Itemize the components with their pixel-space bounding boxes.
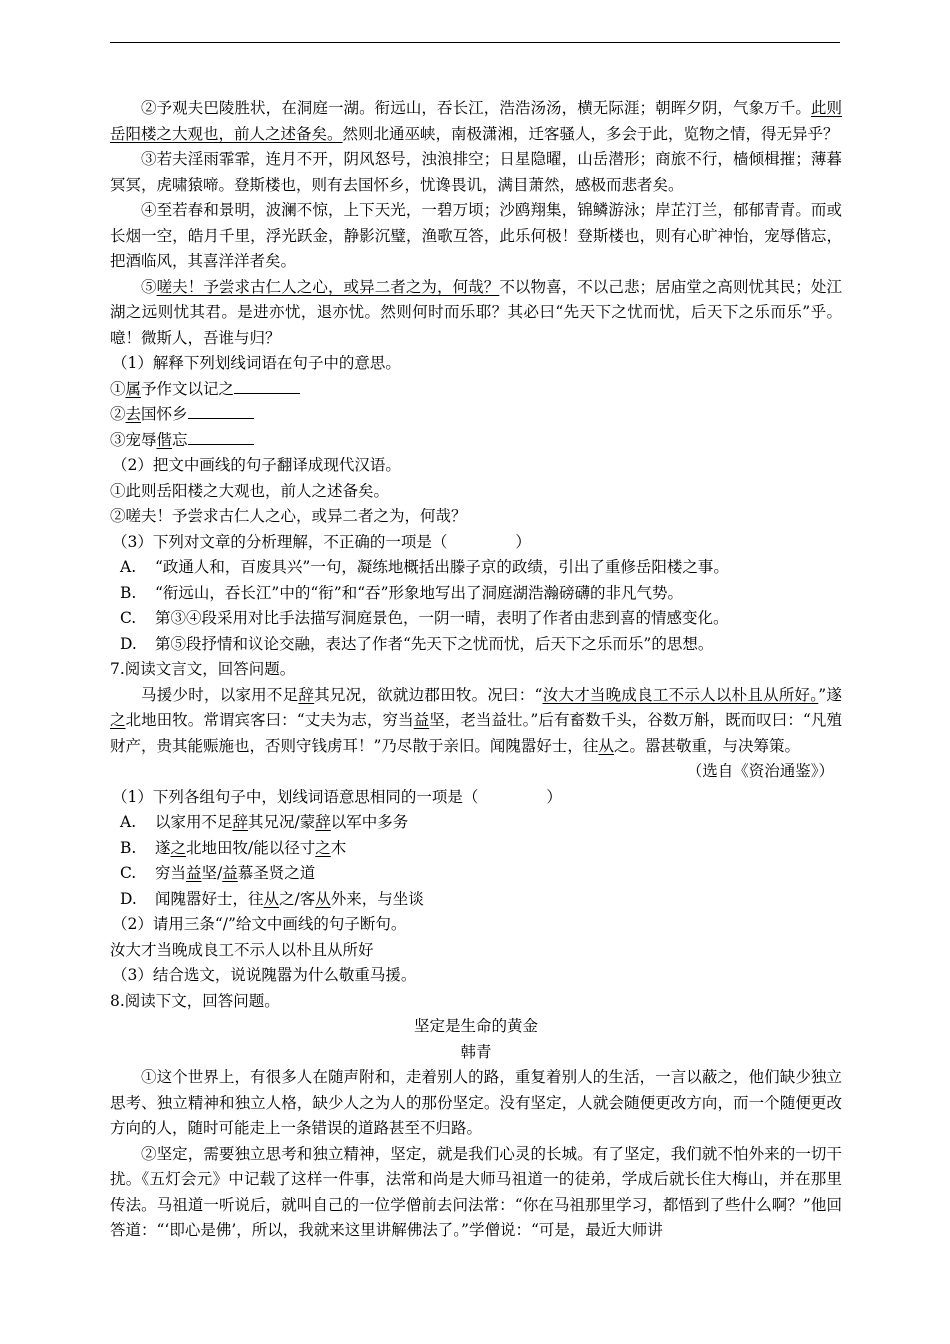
document-body [110,96,842,1244]
text: 以家用不足 [155,813,233,831]
paragraph-2 [110,96,842,147]
question-1-item-b [110,402,842,428]
underlined-sentence-2: 嗟夫！予尝求古仁人之心，或异二者之为，何哉？ [156,277,500,296]
section-7-option-a[interactable] [110,810,842,836]
answer-blank[interactable] [234,379,300,394]
question-3-option-d[interactable] [110,632,842,658]
option-text: 第③④段采用对比手法描写洞庭景色，一阴一晴，表明了作者由悲到喜的情感变化。 [155,609,729,627]
article-paragraph-1: ①这个世界上，有很多人在随声附和，走着别人的路，重复着别人的生活，一言以蔽之，他们缺少独立思考、独立精神和独立人格，缺少人之为人的那份坚定。没有坚定，人就会随便更改方向，而一个随便更改方向的人，随时可能走上一条错误的道路甚至不归路。 [110,1068,842,1137]
text: 遂 [155,838,171,857]
text: 以军中多务 [330,813,409,831]
text: 马援少时，以家用不足 [141,685,299,704]
text: 国怀乡 [141,405,188,423]
underlined-word: 益 [413,711,430,729]
text: 予作文以记之 [141,379,235,398]
underlined-word: 辞 [232,813,249,831]
article-author: 韩青 [460,1042,492,1061]
option-letter: C. [120,864,137,882]
paragraph-3: ③若夫淫雨霏霏，连月不开，阴风怒号，浊浪排空；日星隐曜，山岳潜形；商旅不行，樯倾楫摧；薄暮冥冥，虎啸猿啼。登斯楼也，则有去国怀乡，忧谗畏讥，满目萧然，感极而悲者矣。 [110,150,842,194]
text: ③宠辱 [110,430,157,449]
option-letter: B. [120,583,137,602]
underlined-sentence: 汝大才当晚成良工不示人以朴且从所好。 [542,685,819,704]
underlined-word: 之 [110,711,126,729]
question-1-item-a [110,377,842,403]
text: 坚，老当益壮。”后有畜数千头，谷数万斛，既而叹曰：“凡殖财产，贵其能赈施也，否则守钱虏耳！”乃尽散于亲旧。闻隗嚣好士，往 [110,711,842,755]
question-3-option-a[interactable] [110,555,842,581]
section-8-title: 8.阅读下文，回答问题。 [110,991,280,1010]
option-letter: D. [120,634,137,653]
underlined-word: 益 [222,864,238,882]
underlined-word: 从 [263,889,280,908]
underlined-word: 之 [170,838,187,857]
option-letter: B. [120,838,137,857]
option-letter: D. [120,889,137,908]
text: ① [110,379,126,398]
answer-blank[interactable] [188,404,254,419]
article-heading: 坚定是生命的黄金 [413,1017,538,1035]
underlined-word: 辞 [315,813,331,831]
text: ） [515,532,531,551]
option-letter: A. [120,813,137,831]
text: 木 [330,838,347,857]
text: 其兄况/蒙 [248,813,316,831]
underlined-word: 之 [315,838,331,857]
text: ② [110,405,126,423]
section-7-option-b[interactable] [110,836,842,862]
section-7-title: 7.阅读文言文，回答问题。 [110,660,296,678]
text: 忘 [172,430,188,449]
underlined-word: 从 [598,736,614,755]
text: 外来，与坐谈 [330,889,424,908]
option-letter: A. [120,558,137,576]
paragraph-5 [110,275,842,352]
text: ”遂 [818,685,842,704]
section-7-option-c[interactable] [110,861,842,887]
section-7-option-d[interactable] [110,887,842,913]
text: ②予观夫巴陵胜状，在洞庭一湖。衔远山，吞长江，浩浩汤汤，横无际涯；朝晖夕阴，气象万千。 [141,99,811,117]
option-text: 第⑤段抒情和议论交融，表达了作者“先天下之忧而忧，后天下之乐而乐”的思想。 [155,634,714,653]
underlined-word: 辞 [298,685,315,704]
question-2-item-b: ②嗟夫！予尝求古仁人之心，或异二者之为，何哉？ [110,507,467,525]
section-7-source: （选自《资治通鉴》） [686,762,834,780]
header-rule [110,42,840,43]
text: 之/客 [279,889,316,908]
answer-blank[interactable] [188,430,254,445]
underlined-word: 属 [125,379,142,398]
text: 慕圣贤之道 [237,864,316,882]
question-3-option-b[interactable] [110,581,842,607]
underlined-word: 从 [315,889,331,908]
underlined-word: 益 [186,864,202,882]
text: 不以物喜，不以己悲；居庙堂之高则忧其民；处江湖之远则忧其君。是进亦忧，退亦忧。然则何时而乐耶？其必曰“先天下之忧而忧，后天下之乐而乐”乎。噫！微斯人，吾谁与归？ [110,277,842,347]
text: （3）下列对文章的分析理解，不正确的一项是（ [112,532,448,551]
paragraph-4: ④至若春和景明，波澜不惊，上下天光，一碧万顷；沙鸥翔集，锦鳞游泳；岸芷汀兰，郁郁青青。而或长烟一空，皓月千里，浮光跃金，静影沉璧，渔歌互答，此乐何极！登斯楼也，则有心旷神怡，宠辱偕忘，把酒临风，其喜洋洋者矣。 [110,201,842,270]
text: 北地田牧。常谓宾客曰：“丈夫为志，穷当 [125,711,414,729]
question-3 [110,530,842,556]
article-paragraph-2: ②坚定，需要独立思考和独立精神，坚定，就是我们心灵的长城。有了坚定，我们就不怕外来的一切干扰。《五灯会元》中记载了这样一件事，法常和尚是大师马祖道一的徒弟，学成后就长住大梅山，并在那里传法。马祖道一听说后，就叫自己的一位学僧前去问法常：“你在马祖那里学习，都悟到了些什么啊？”他回答道：“‘即心是佛’，所以，我就来这里讲解佛法了。”学僧说：“可是，最近大师讲 [110,1144,842,1239]
text: 闻隗嚣好士，往 [155,889,264,908]
question-1-item-c [110,428,842,454]
text: ） [546,787,562,806]
underlined-word: 偕 [156,430,173,449]
question-2: （2）把文中画线的句子翻译成现代汉语。 [112,456,401,474]
text: （1）下列各组句子中，划线词语意思相同的一项是（ [112,787,479,806]
section-7-question-2-sentence: 汝大才当晚成良工不示人以朴且从所好 [110,940,374,959]
section-7-question-1 [110,785,842,811]
text: ⑤ [141,277,157,296]
question-2-item-a: ①此则岳阳楼之大观也，前人之述备矣。 [110,481,390,500]
text: 穷当 [155,864,187,882]
text: 然则北通巫峡，南极潇湘，迁客骚人，多会于此，览物之情，得无异乎？ [342,124,839,143]
question-3-option-c[interactable] [110,606,842,632]
underlined-word: 去 [125,405,142,423]
text: 其兄况，欲就边郡田牧。况曰：“ [314,685,543,704]
question-1: （1）解释下列划线词语在句子中的意思。 [112,354,401,372]
section-7-question-3: （3）结合选文，说说隗嚣为什么敬重马援。 [112,966,417,984]
option-letter: C. [120,609,137,627]
underlined-sentence-1: 此则岳阳楼之大观也，前人之述备矣。 [110,99,842,143]
option-text: “政通人和，百废具兴”一句，凝练地概括出滕子京的政绩，引出了重修岳阳楼之事。 [155,558,729,576]
section-7-passage [110,683,842,760]
text: 北地田牧/能以径寸 [186,838,316,857]
section-7-question-2: （2）请用三条“/”给文中画线的句子断句。 [112,915,407,933]
option-text: “衔远山，吞长江”中的“衔”和“吞”形象地写出了洞庭湖浩瀚磅礴的非凡气势。 [155,583,684,602]
text: 之。嚣甚敬重，与决筹策。 [613,736,800,755]
text: 坚/ [201,864,223,882]
